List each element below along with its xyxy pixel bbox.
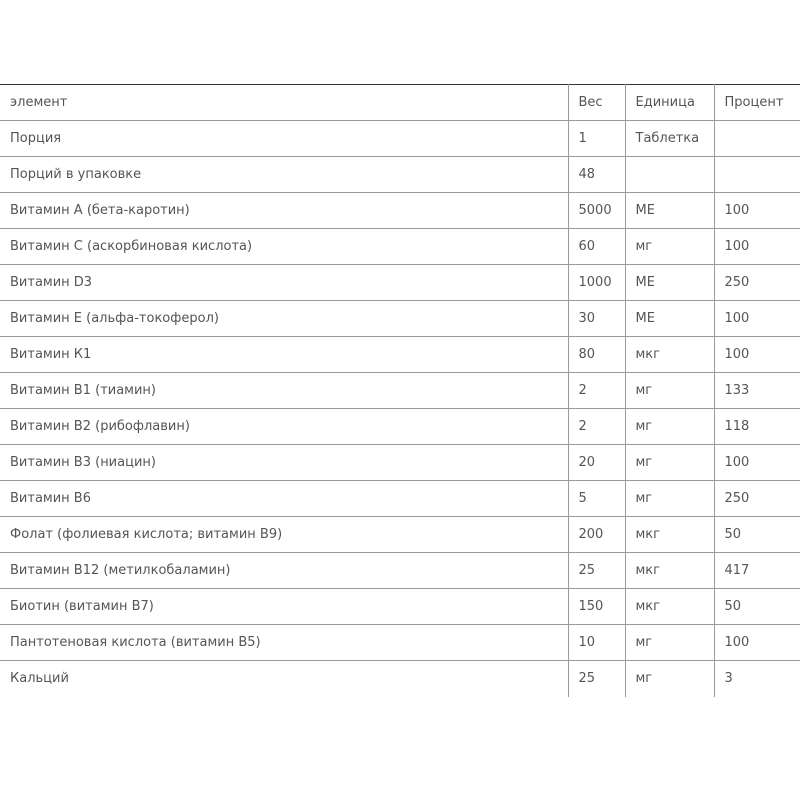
table-row — [0, 301, 800, 337]
cell-unit: мкг — [625, 517, 714, 553]
cell-percent: 100 — [714, 445, 800, 481]
cell-weight: 5000 — [568, 193, 625, 229]
cell-weight: 25 — [568, 553, 625, 589]
cell-percent: 3 — [724, 670, 733, 686]
table-row — [0, 337, 800, 373]
cell-weight: 30 — [568, 301, 625, 337]
table-row — [0, 409, 800, 445]
cell-weight: 80 — [568, 337, 625, 373]
cell-element: Витамин Е (альфа-токоферол) — [0, 301, 568, 337]
cell-unit: мг — [625, 373, 714, 409]
cell-weight: 5 — [568, 481, 625, 517]
cell-percent — [714, 121, 800, 157]
cell-unit: мкг — [625, 337, 714, 373]
cell-unit: МЕ — [625, 301, 714, 337]
cell-unit: мг — [625, 409, 714, 445]
cell-element: Витамин С (аскорбиновая кислота) — [0, 229, 568, 265]
cell-unit: МЕ — [625, 193, 714, 229]
cell-element: Фолат (фолиевая кислота; витамин В9) — [0, 517, 568, 553]
header-percent: Процент — [714, 85, 800, 121]
cell-weight: 25 — [568, 661, 625, 697]
cell-percent: 50 — [714, 517, 800, 553]
cell-element: Витамин В2 (рибофлавин) — [0, 409, 568, 445]
table-row — [0, 625, 800, 661]
cell-percent: 118 — [714, 409, 800, 445]
cell-unit: мг — [625, 229, 714, 265]
cell-unit: мг — [625, 481, 714, 517]
cell-unit: мг — [625, 445, 714, 481]
table-row — [0, 553, 800, 589]
cell-element: Витамин В3 (ниацин) — [0, 445, 568, 481]
cell-unit: мкг — [625, 589, 714, 625]
nutrition-table — [0, 84, 800, 697]
table-row — [0, 517, 800, 553]
cell-percent: 417 — [714, 553, 800, 589]
table-row — [0, 229, 800, 265]
cell-weight: 2 — [568, 409, 625, 445]
cell-percent: 100 — [714, 625, 800, 661]
cell-unit: мг — [625, 625, 714, 661]
cell-unit — [625, 157, 714, 193]
cell-element: Витамин В6 — [0, 481, 568, 517]
table-row — [0, 481, 800, 517]
table-row — [0, 193, 800, 229]
cell-element: Витамин А (бета-каротин) — [0, 193, 568, 229]
cell-weight: 20 — [568, 445, 625, 481]
cell-percent: 250 — [714, 265, 800, 301]
cell-element: Витамин D3 — [0, 265, 568, 301]
cell-weight: 1 — [568, 121, 625, 157]
cell-weight: 60 — [568, 229, 625, 265]
cell-element: Порция — [0, 121, 568, 157]
cell-weight: 48 — [568, 157, 625, 193]
cell-percent: 250 — [714, 481, 800, 517]
table-row — [0, 589, 800, 625]
cell-percent: 100 — [714, 337, 800, 373]
cell-percent — [714, 157, 800, 193]
cell-element: Порций в упаковке — [0, 157, 568, 193]
cell-percent: 100 — [714, 229, 800, 265]
header-unit: Единица — [625, 85, 714, 121]
cell-element: Пантотеновая кислота (витамин В5) — [0, 625, 568, 661]
cell-weight: 150 — [568, 589, 625, 625]
cell-element: Витамин В1 (тиамин) — [0, 373, 568, 409]
cell-percent: 133 — [714, 373, 800, 409]
cell-percent: 100 — [714, 193, 800, 229]
cell-unit: Таблетка — [625, 121, 714, 157]
table-header-row — [0, 85, 800, 121]
table-row — [0, 445, 800, 481]
cell-unit: МЕ — [625, 265, 714, 301]
table-row — [0, 265, 800, 301]
header-element: элемент — [0, 85, 568, 121]
cell-element: Биотин (витамин В7) — [0, 589, 568, 625]
cell-element: Витамин В12 (метилкобаламин) — [0, 553, 568, 589]
cell-weight: 1000 — [568, 265, 625, 301]
cell-percent: 100 — [714, 301, 800, 337]
cell-element: Витамин К1 — [0, 337, 568, 373]
cell-unit: мкг — [625, 553, 714, 589]
cell-weight: 2 — [568, 373, 625, 409]
cell-unit: мг — [625, 661, 714, 697]
cell-percent: 50 — [714, 589, 800, 625]
nutrition-table-container — [0, 84, 800, 697]
table-row — [0, 373, 800, 409]
cell-weight: 10 — [568, 625, 625, 661]
table-row — [0, 121, 800, 157]
table-row — [0, 157, 800, 193]
table-row — [0, 661, 800, 697]
header-weight: Вес — [568, 85, 625, 121]
cell-weight: 200 — [568, 517, 625, 553]
cell-element: Кальций — [0, 661, 568, 697]
